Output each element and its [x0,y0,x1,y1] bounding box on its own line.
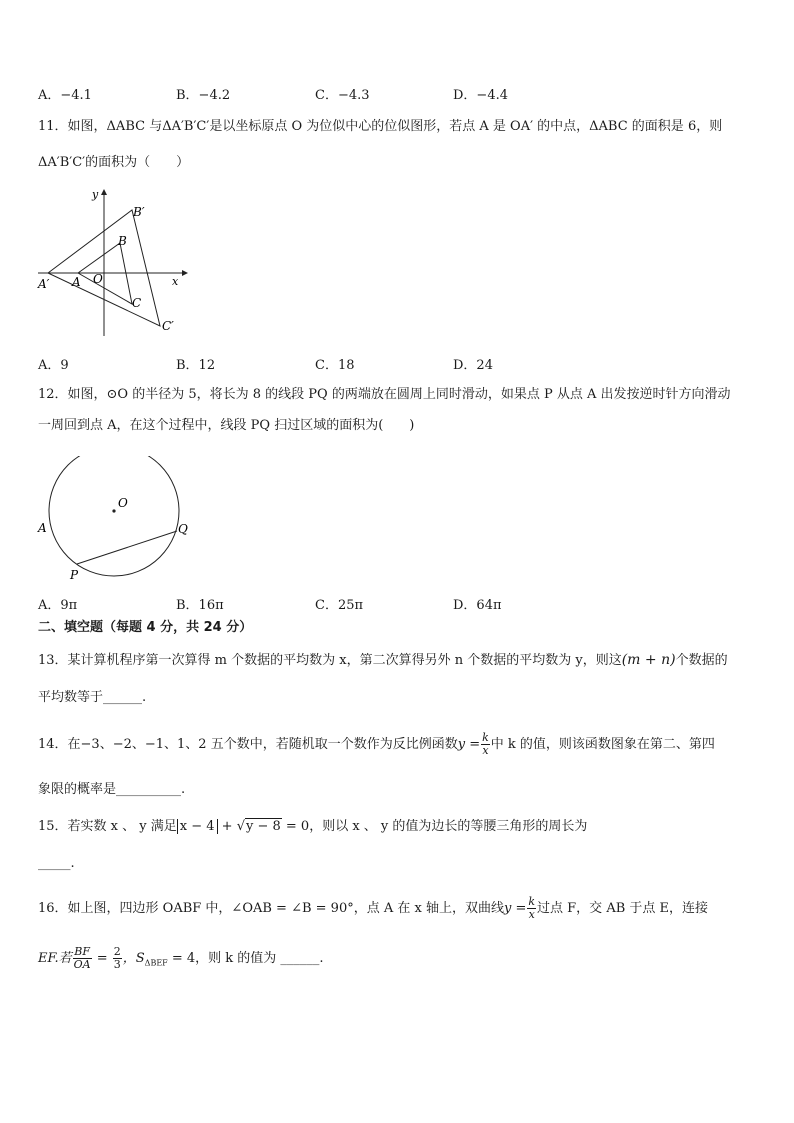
q16-fraction [527,896,536,921]
q16-value-frac [113,946,122,971]
q15-stem-line2: _____. [38,856,75,871]
q11-figure [34,186,194,346]
section-2-title: 二、填空题（每题 4 分，共 24 分） [38,620,253,635]
q11-stem-line2: ΔA′B′C′的面积为（ ） [38,155,190,170]
q11-option-b[interactable]: B．12 [176,358,216,373]
q11-label-o: O [93,272,103,286]
q15-text-a: 15．若实数 x 、 y 满足 [38,819,177,834]
q16-eq: = [92,951,112,966]
q16-frac-num: k [528,895,536,908]
q15-text-b: ，则以 x 、 y 的值为边长的等腰三角形的周长为 [309,819,588,834]
q11-stem-line1: 11．如图，ΔABC 与ΔA′B′C′是以坐标原点 O 为位似中心的位似图形，若点 A 是 OA′ 的中点，ΔABC 的面积是 6，则 [38,119,723,134]
q11-option-a[interactable]: A．9 [38,358,69,373]
q16-stem-line1 [38,896,708,922]
q16-value-num: 2 [113,945,121,958]
q16-text-a: 16．如上图，四边形 OABF 中，∠OAB = ∠B = 90°，点 A 在 x 轴上，双曲线 [38,901,504,916]
q14-frac-num: k [482,731,489,744]
q15-abs-expr: x − 4 [177,819,218,834]
q10-option-c[interactable]: C．−4.3 [315,88,370,103]
q15-stem-line1 [38,818,587,836]
q15-sqrt-sign: √ [236,819,245,834]
q16-text-b: 过点 F，交 AB 于点 E，连接 [537,901,709,916]
q12-option-d[interactable]: D．64π [453,598,502,613]
q14-text-b: 中 k 的值，则该函数图象在第二、第四 [490,737,715,752]
q16-ratio [73,946,92,971]
q16-ratio-den: OA [73,958,91,971]
q11-y-arrow [101,189,107,195]
q12-stem-line2: 一周回到点 A，在这个过程中，线段 PQ 扫过区域的面积为( ) [38,418,415,433]
q11-label-y: y [92,188,99,201]
q10-option-a[interactable]: A．−4.1 [38,88,92,103]
q13-text-b: 个数据的 [675,653,728,668]
q16-text-c: EF.若 [38,951,72,966]
q12-label-q: Q [178,522,188,536]
q11-label-b: B [118,234,127,248]
q15-eq-zero: = 0 [281,819,310,834]
q10-option-d[interactable]: D．−4.4 [453,88,508,103]
q14-frac-den: x [482,744,489,757]
q15-sqrt-expr: y − 8 [245,819,281,834]
q16-text-e: = 4，则 k 的值为 ______. [167,951,324,966]
q14-stem-line2: 象限的概率是__________. [38,782,186,797]
q15-plus: + [217,819,237,834]
q14-fraction [481,732,490,757]
q16-frac-den: x [528,908,535,921]
q11-label-c: C [132,296,142,310]
q11-x-arrow [182,270,188,276]
q16-area-sub: ΔBEF [144,958,168,968]
q12-stem-line1: 12．如图，⊙O 的半径为 5，将长为 8 的线段 PQ 的两端放在圆周上同时滑动，如果点 P 从点 A 出发按逆时针方向滑动 [38,387,731,402]
q11-option-c[interactable]: C．18 [315,358,355,373]
q12-option-c[interactable]: C．25π [315,598,364,613]
q11-label-a: A [72,275,81,289]
q14-stem-line1 [38,732,715,758]
q16-text-d: ，S [122,951,145,966]
q14-func-lhs: y = [457,737,481,752]
q12-figure [34,456,204,586]
q11-label-aprime: A′ [38,277,50,291]
q13-text-a: 13．某计算机程序第一次算得 m 个数据的平均数为 x，第二次算得另外 n 个数据的平均数为 y，则这 [38,653,622,668]
q16-func-lhs: y = [503,901,527,916]
q11-label-cprime: C′ [162,319,174,333]
q16-value-den: 3 [113,958,121,971]
q12-label-a: A [38,521,47,535]
q12-label-o: O [118,496,128,510]
q11-option-d[interactable]: D．24 [453,358,493,373]
q16-stem-line2 [38,945,324,978]
q16-ratio-num: BF [74,945,90,958]
q12-option-a[interactable]: A．9π [38,598,78,613]
q12-option-b[interactable]: B．16π [176,598,224,613]
q12-circle [49,456,179,576]
q10-option-b[interactable]: B．−4.2 [176,88,231,103]
q12-center-point [112,509,115,512]
q13-paren-expr: (m + n) [621,652,676,668]
q12-label-p: P [70,568,79,582]
q14-text-a: 14．在−3、−2、−1、1、2 五个数中，若随机取一个数作为反比例函数 [38,737,458,752]
q13-stem-line1 [38,651,728,670]
q11-label-bprime: B′ [133,205,145,219]
q12-segment-pq [77,531,177,564]
q11-label-x: x [172,275,179,288]
q13-stem-line2: 平均数等于______. [38,690,147,705]
